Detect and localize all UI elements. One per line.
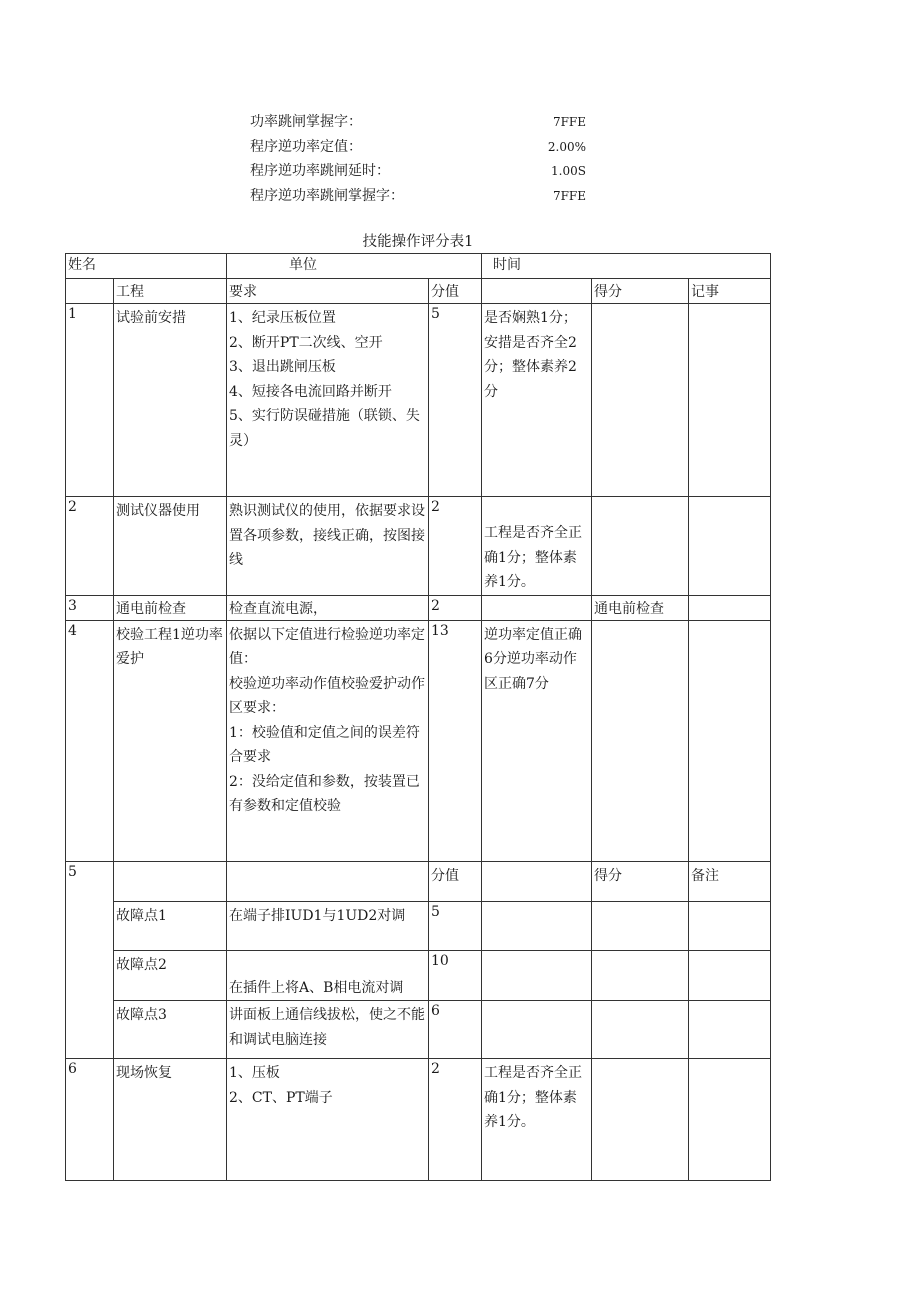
col-requirement: 要求: [227, 279, 429, 304]
row-item: 现场恢复: [114, 1059, 227, 1181]
row-number: 3: [66, 595, 114, 620]
fault-value-header: 分值: [429, 861, 482, 901]
row-score: [592, 620, 689, 861]
fault-value: 10: [429, 950, 482, 1001]
unit-label: 单位: [227, 254, 482, 279]
fault-item: 故障点3: [114, 1001, 227, 1059]
time-label: 时间: [482, 254, 771, 279]
col-criteria: [482, 279, 592, 304]
row-note: [689, 304, 771, 497]
param-row: [250, 159, 586, 184]
row-number: 1: [66, 304, 114, 497]
fault-score: [592, 950, 689, 1001]
row-note: [689, 620, 771, 861]
param-row: [250, 135, 586, 160]
param-label: 程序逆功率跳闸延时：: [250, 163, 390, 179]
fault-note: [689, 1001, 771, 1059]
fault-criteria: [482, 1001, 592, 1059]
param-value: 1.00S: [551, 164, 586, 178]
row-item: 通电前检查: [114, 595, 227, 620]
param-value: 2.00%: [547, 139, 586, 154]
fault-note: [689, 950, 771, 1001]
table-row: [66, 1059, 771, 1181]
row-value: 2: [429, 1059, 482, 1181]
col-score: 得分: [592, 279, 689, 304]
row-requirement: 1、纪录压板位置 2、断开PT二次线、空开 3、退出跳闸压板 4、短接各电流回路并断开 5、实行防误碰措施（联锁、失灵）: [227, 304, 429, 497]
row-requirement: 检查直流电源，: [227, 595, 429, 620]
row-criteria: 逆功率定值正确6分逆功率动作区正确7分: [482, 620, 592, 861]
row-criteria: 工程是否齐全正确1分；整体素养1分。: [482, 1059, 592, 1181]
fault-criteria: [482, 950, 592, 1001]
fault-criteria: [482, 901, 592, 950]
fault-row: [66, 1001, 771, 1059]
table-row: [66, 304, 771, 497]
score-table: [65, 253, 771, 1181]
fault-requirement: 在插件上将A、B相电流对调: [227, 950, 429, 1001]
fault-header-row: [66, 861, 771, 901]
row-number: 2: [66, 497, 114, 596]
fault-note: [689, 901, 771, 950]
column-header-row: [66, 279, 771, 304]
param-value: 7FFE: [552, 188, 586, 203]
row-score: 通电前检查: [592, 595, 689, 620]
row-item: 测试仪器使用: [114, 497, 227, 596]
row-value: 2: [429, 497, 482, 596]
fault-score: [592, 1001, 689, 1059]
param-label: 功率跳闸掌握字：: [250, 114, 362, 130]
row-value: 13: [429, 620, 482, 861]
fault-item: 故障点1: [114, 901, 227, 950]
parameter-list: [250, 110, 586, 208]
fault-score: [592, 901, 689, 950]
row-value: 5: [429, 304, 482, 497]
row-number: 5: [66, 861, 114, 1059]
row-requirement: 依据以下定值进行检验逆功率定值： 校验逆功率动作值校验爱护动作区要求： 1：校验值和定值之间的误差符合要求 2：没给定值和参数，按装置已有参数和定值校验: [227, 620, 429, 861]
fault-row: [66, 950, 771, 1001]
row-criteria: 工程是否齐全正确1分；整体素养1分。: [482, 497, 592, 596]
param-row: [250, 110, 586, 135]
table-row: [66, 620, 771, 861]
fault-criteria-empty: [482, 861, 592, 901]
row-note: [689, 1059, 771, 1181]
fault-score-header: 得分: [592, 861, 689, 901]
row-score: [592, 1059, 689, 1181]
param-label: 程序逆功率定值：: [250, 138, 362, 155]
param-row: [250, 184, 586, 209]
param-label: 程序逆功率跳闸掌握字：: [250, 187, 404, 204]
col-note: 记事: [689, 279, 771, 304]
fault-value: 5: [429, 901, 482, 950]
row-requirement: 1、压板 2、CT、PT端子: [227, 1059, 429, 1181]
row-requirement: 熟识测试仪的使用，依据要求设置各项参数，接线正确，按图接线: [227, 497, 429, 596]
fault-value: 6: [429, 1001, 482, 1059]
row-item: 试验前安措: [114, 304, 227, 497]
fault-item: 故障点2: [114, 950, 227, 1001]
row-value: 2: [429, 595, 482, 620]
row-item: 校验工程1逆功率爱护: [114, 620, 227, 861]
row-criteria: [482, 595, 592, 620]
row-note: [689, 497, 771, 596]
table-row: [66, 595, 771, 620]
param-value: 7FFE: [552, 115, 586, 129]
col-no: [66, 279, 114, 304]
row-number: 6: [66, 1059, 114, 1181]
table-title: 技能操作评分表1: [362, 234, 474, 250]
row-score: [592, 304, 689, 497]
row-note: [689, 595, 771, 620]
row-criteria: 是否娴熟1分；安措是否齐全2分；整体素养2分: [482, 304, 592, 497]
col-score-value: 分值: [429, 279, 482, 304]
fault-requirement: 在端子排IUD1与1UD2对调: [227, 901, 429, 950]
fault-requirement-empty: [227, 861, 429, 901]
row-number: 4: [66, 620, 114, 861]
fault-requirement: 讲面板上通信线拔松，使之不能和调试电脑连接: [227, 1001, 429, 1059]
fault-item-empty: [114, 861, 227, 901]
name-row: [66, 254, 771, 279]
name-label: 姓名: [66, 254, 227, 279]
fault-row: [66, 901, 771, 950]
col-item: 工程: [114, 279, 227, 304]
row-score: [592, 497, 689, 596]
table-row: [66, 497, 771, 596]
fault-note-header: 备注: [689, 861, 771, 901]
